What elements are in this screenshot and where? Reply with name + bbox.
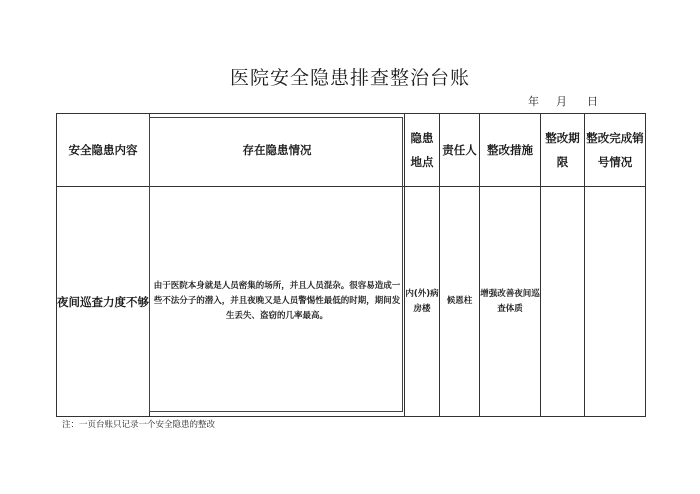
cell-location: 内(外)病房楼 bbox=[405, 187, 440, 417]
header-situation: 存在隐患情况 bbox=[150, 114, 405, 187]
page-title: 医院安全隐患排查整治台账 bbox=[229, 67, 470, 89]
header-measures: 整改措施 bbox=[480, 114, 541, 187]
header-row bbox=[57, 114, 646, 187]
header-location: 隐患地点 bbox=[405, 114, 440, 187]
header-responsible: 责任人 bbox=[440, 114, 480, 187]
cell-hazard-content: 夜间巡查力度不够 bbox=[57, 187, 150, 417]
header-completion: 整改完成销号情况 bbox=[585, 114, 646, 187]
header-hazard-content: 安全隐患内容 bbox=[57, 114, 150, 187]
cell-situation: 由于医院本身就是人员密集的场所，并且人员混杂。很容易造成一些不法分子的潜入，并且夜晚又是人员警惕性最低的时期，期间发生丢失、盗窃的几率最高。 bbox=[150, 187, 405, 417]
header-deadline: 整改期限 bbox=[541, 114, 585, 187]
date-month-label: 月 bbox=[556, 95, 567, 108]
date-year-label: 年 bbox=[528, 95, 539, 108]
cell-responsible: 候恩柱 bbox=[440, 187, 480, 417]
hazard-ledger-table bbox=[56, 113, 646, 417]
date-day-label: 日 bbox=[587, 95, 598, 108]
table-row bbox=[57, 187, 646, 417]
cell-deadline bbox=[541, 187, 585, 417]
cell-measures: 增强改善夜间巡查体质 bbox=[480, 187, 541, 417]
cell-completion bbox=[585, 187, 646, 417]
footnote: 注：一页台账只记录一个安全隐患的整改 bbox=[62, 420, 216, 430]
